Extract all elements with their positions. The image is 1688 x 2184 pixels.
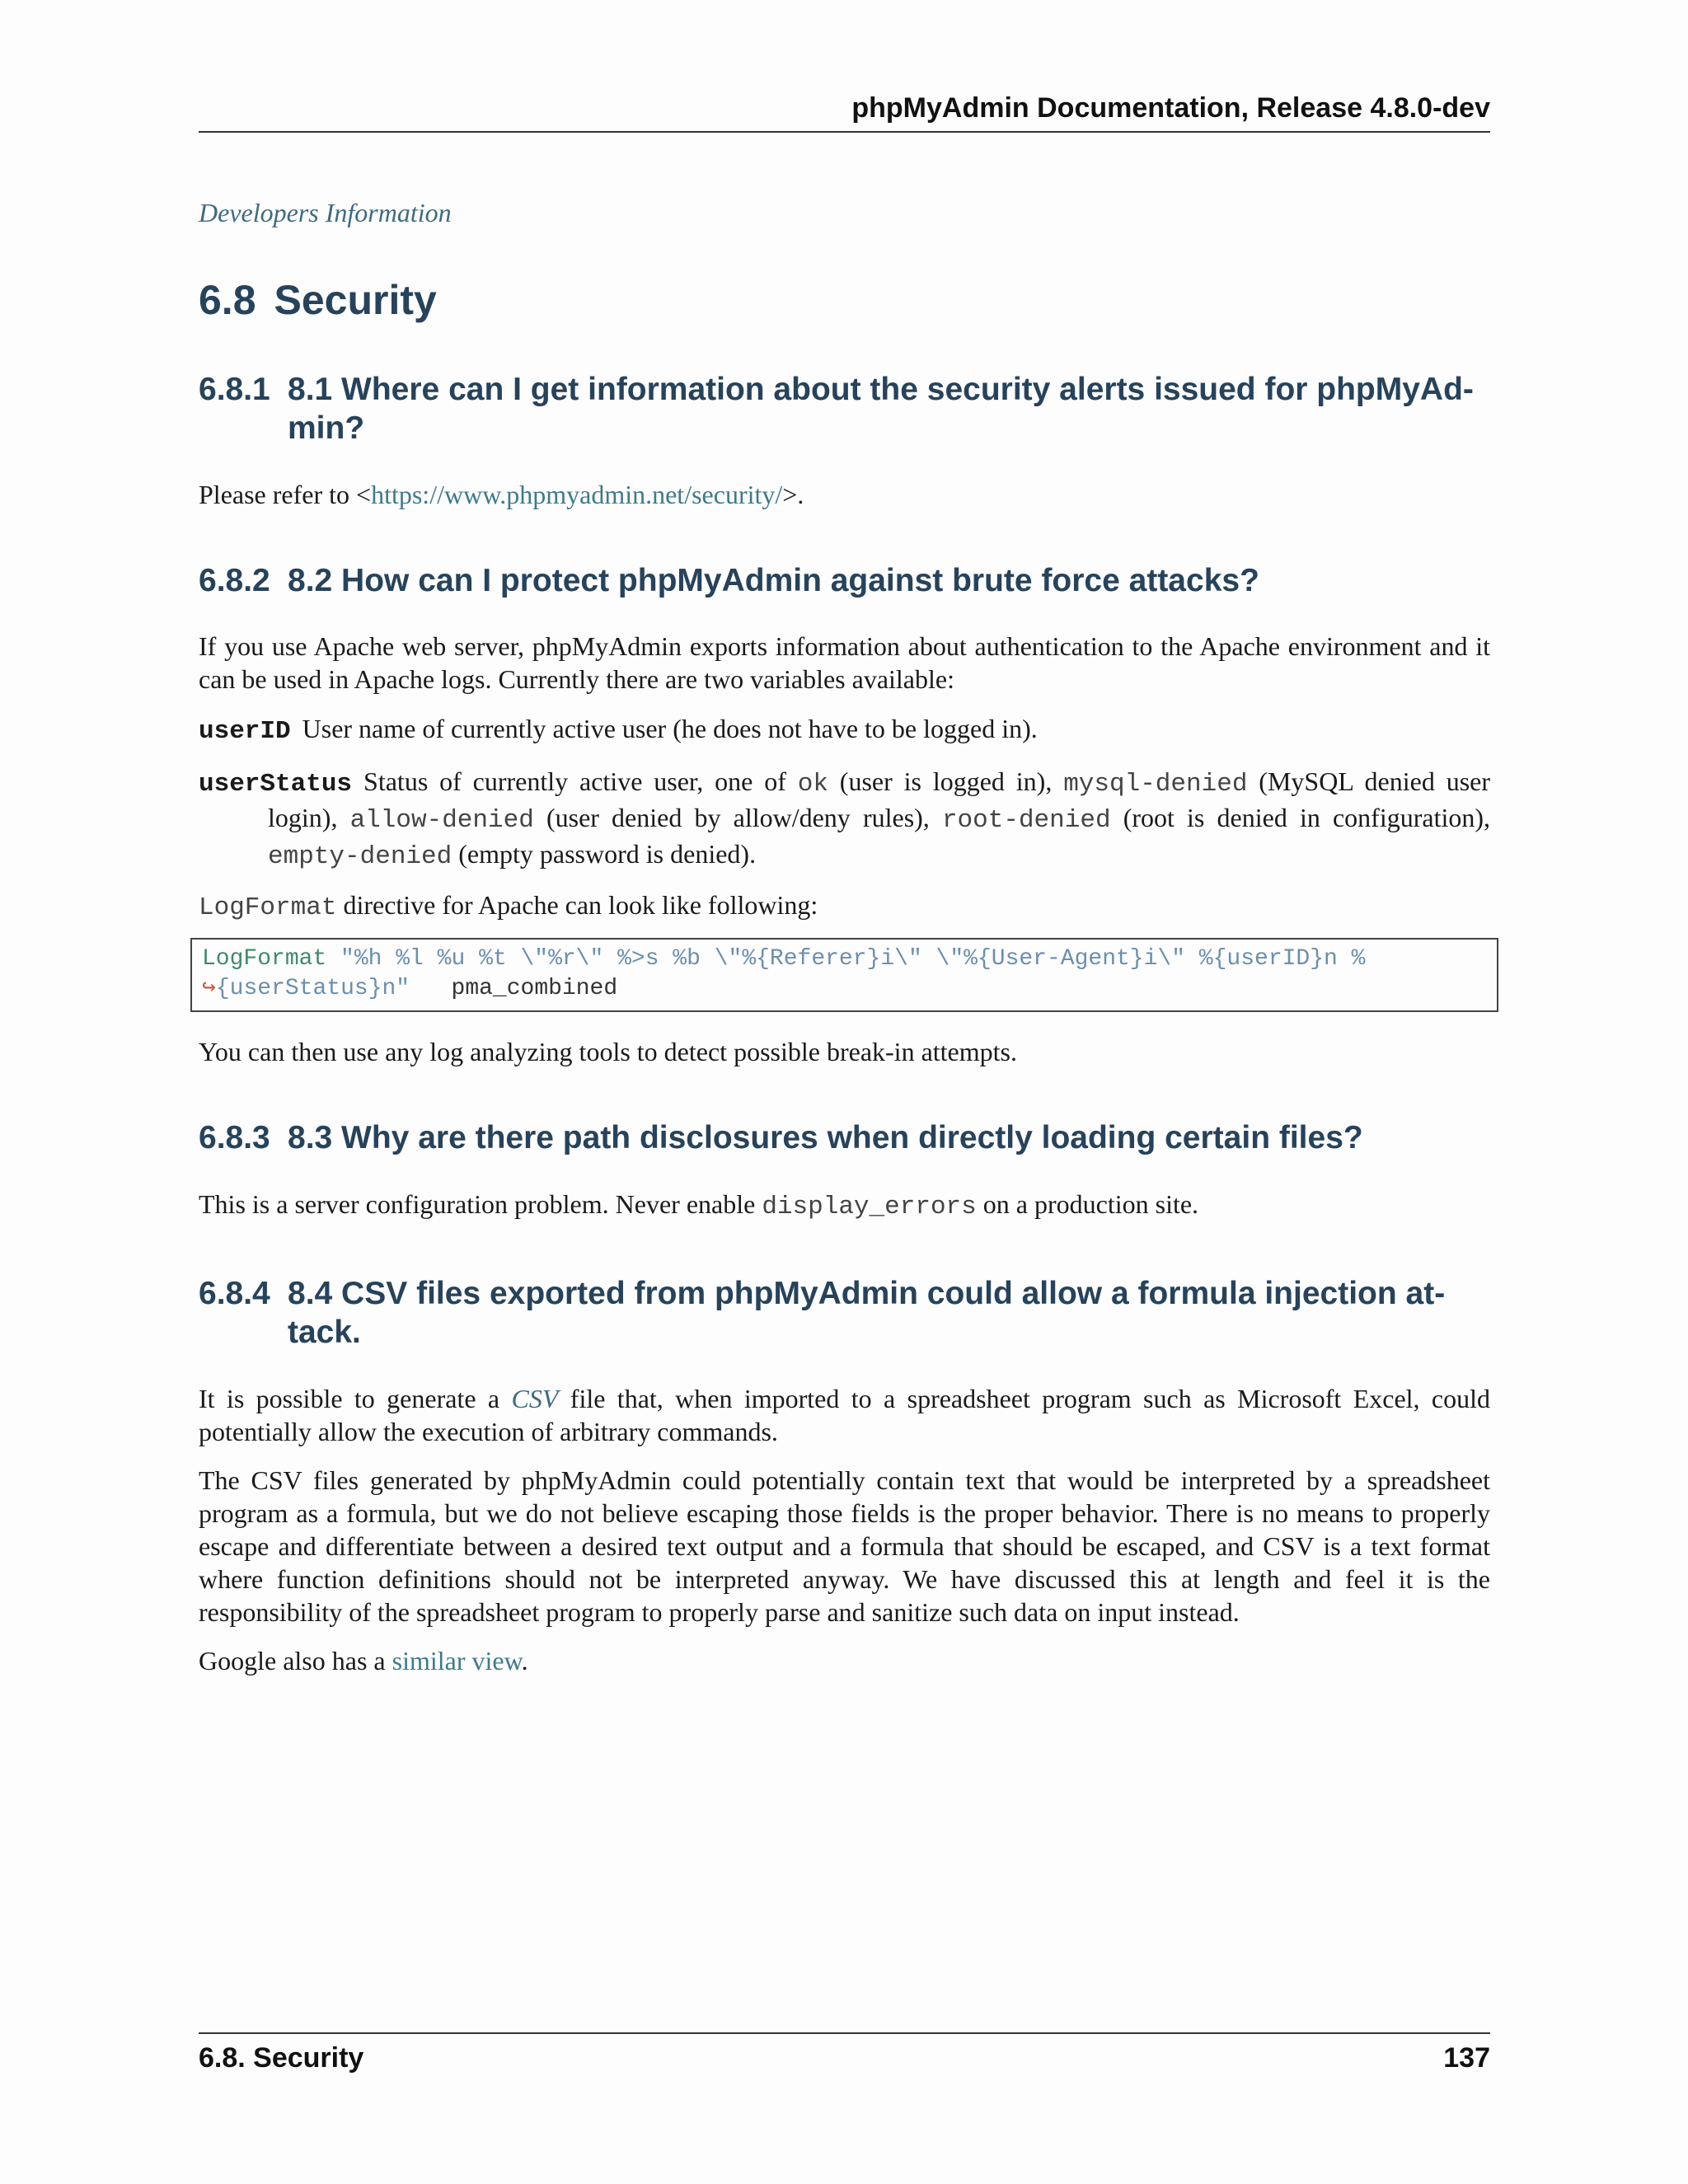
inline-code: ok [797,770,828,799]
subsection-heading-6-8-1 [199,371,1490,448]
text-fragment: Google also has a [199,1645,392,1675]
inline-code: LogFormat [199,893,337,923]
code-token-name: LogFormat [202,946,327,972]
text-fragment: (user is logged in), [828,766,1064,797]
path-disclosure-paragraph [199,1188,1490,1224]
inline-code: root-denied [941,806,1111,836]
subsection-number: 6.8.1 [199,372,270,407]
subsection-heading-6-8-4 [199,1275,1490,1352]
document-page [199,0,1490,2184]
code-token-plain: pma_combined [410,976,618,1002]
text-fragment: (root is denied in configuration), [1110,803,1491,833]
csv-glossary-link[interactable]: CSV [511,1383,559,1413]
text-fragment: (MySQL denied user login), [268,766,1490,833]
text-fragment: It is possible to generate a [199,1383,512,1413]
text-fragment: on a production site. [976,1189,1199,1220]
subsection-title: 8.2 How can I protect phpMyAdmin against brute force attacks? [288,562,1259,598]
csv-intro-paragraph [199,1382,1490,1448]
subsection-number: 6.8.2 [199,562,270,598]
running-footer [199,2032,1490,2074]
csv-explanation-paragraph: The CSV files generated by phpMyAdmin could potentially contain text that would be interpreted by a spreadsheet program as a formula, but we do not believe escaping those fields is the proper behavior. There is no means to properly escape and differentiate between a desired text output and a formula that should be escaped, and CSV is a text format where function definitions should not be interpreted anyway. We have discussed this at length and feel it is the responsibility of the spreadsheet program to properly parse and sanitize such data on input instead. [199,1465,1490,1627]
text-fragment: This is a server configuration problem. Never enable [199,1189,762,1220]
similar-view-link[interactable]: similar view [392,1645,522,1675]
running-header: phpMyAdmin Documentation, Release 4.8.0-dev [199,92,1490,133]
inline-code: mysql-denied [1063,770,1248,799]
text-fragment: Status of currently active user, one of [363,766,798,797]
subsection-title: 8.3 Why are there path disclosures when directly loading certain files? [288,1120,1363,1156]
line-continuation-icon: ↪ [202,976,216,1002]
text-fragment: Please refer to < [199,479,372,509]
text-fragment: directive for Apache can look like following: [336,890,818,921]
text-fragment: . [521,1645,528,1675]
subsection-number: 6.8.3 [199,1120,270,1156]
text-fragment: >. [782,479,804,509]
definition-term: userStatus [199,770,353,799]
definition-userid [199,712,1490,748]
security-refer-paragraph [199,478,1490,511]
text-fragment: (empty password is denied). [452,839,757,869]
inline-code: empty-denied [268,842,452,872]
subsection-title: 8.1 Where can I get information about the security alerts issued for phpMyAd-min? [288,372,1474,446]
subsection-number: 6.8.4 [199,1276,270,1312]
subsection-heading-6-8-2 [199,562,1490,601]
subsection-heading-6-8-3 [199,1119,1490,1158]
subsection-title: 8.4 CSV files exported from phpMyAdmin could allow a formula injection at-tack. [288,1276,1446,1350]
footer-section: 6.8. Security [199,2042,364,2074]
inline-code: display_errors [762,1193,977,1222]
inline-code: allow-denied [349,806,534,836]
definition-userstatus [199,765,1490,874]
definition-term: userID [199,717,291,747]
apache-intro-paragraph: If you use Apache web server, phpMyAdmin exports information about authentication to the Apache environment and it can be used in Apache logs. Currently there are two variables available: [199,631,1490,695]
log-tools-paragraph: You can then use any log analyzing tools to detect possible break-in attempts. [199,1037,1017,1067]
page-content [199,198,1490,1677]
google-view-paragraph [199,1644,1490,1677]
security-url-link[interactable]: https://www.phpmyadmin.net/security/ [371,479,783,509]
text-fragment: (user denied by allow/deny rules), [533,803,942,833]
section-number: 6.8 [199,277,256,323]
code-block [190,938,1498,1012]
code-token-string: {userStatus}n" [215,976,410,1002]
section-title: Security [274,277,437,323]
breadcrumb-link[interactable]: Developers Information [199,198,452,227]
logformat-paragraph [199,888,1490,925]
footer-page-number: 137 [1443,2042,1490,2074]
text-fragment: file that, when imported to a spreadsheet program such as Microsoft Excel, could potentially allow the execution of arbitrary commands. [199,1383,1491,1446]
definition-description: User name of currently active user (he does not have to be logged in). [302,714,1038,744]
section-heading [199,278,1490,323]
code-token-string: "%h %l %u %t \"%r\" %>s %b \"%{Referer}i\" \"%{User-Agent}i\" %{userID}n % [326,946,1366,972]
